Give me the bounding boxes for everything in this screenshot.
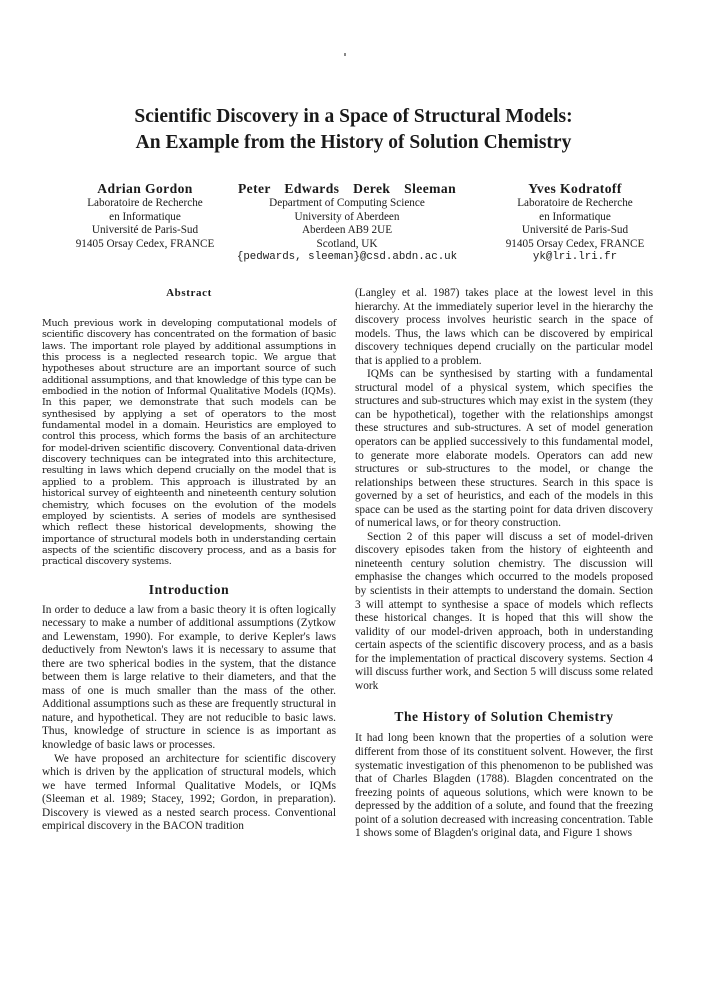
title-line-2: An Example from the History of Solution Chemistry <box>135 132 572 153</box>
abstract-text: Much previous work in developing computational models of scientific discovery has concentrated on the formation of basic laws. The important role played by additional assumptions in this process is a neglected research topic. We argue that hypotheses about structure are an important source of such additional assumptions, and that knowledge of this type can be embodied in the notion of Informal Qualitative Models (IQMs). In this paper, we demonstrate that such models can be synthesised by applying a set of operators to the most fundamental model in a domain. Heuristics are employed to control this process, which forms the basis of an architecture for model-driven scientific discovery. Conventional data-driven discovery techniques can be integrated into this architecture, resulting in laws which depend crucially on the model that is applied to a problem. This approach is illustrated by an historical survey of eighteenth and nineteenth century solution chemistry, which focuses on the evolution of the models employed by scientists. A series of models are synthesised which reflect these historical developments, showing the importance of structural models both in understanding certain aspects of the scientific discovery process, and as a basis for practical discovery systems. <box>42 318 336 568</box>
affiliation-line: University of Aberdeen <box>294 210 400 223</box>
right-column <box>355 287 653 841</box>
intro-paragraph-2-cont: (Langley et al. 1987) takes place at the lowest level in this hierarchy. At the immediately superior level in the hierarchy the discovery process involves heuristic search in the space of models. Thus, the laws which can be discovered by empirical discovery techniques depend crucially on the particular model that is applied to a problem. <box>355 287 653 367</box>
affiliation-line: Université de Paris-Sud <box>521 224 629 237</box>
intro-paragraph-1: In order to deduce a law from a basic theory it is often logically necessary to make a number of additional assumptions (Zytkow and Lewenstam, 1990). For example, to derive Kepler's laws deductively from Newton's laws it is necessary to assume that there are two spherical bodies in the system, that the distance between them is large relative to their diameters, and that the mass of one is much smaller than the mass of the other. Additional assumptions such as these are frequently structural in nature, and hypothetical. They are not reducible to basic laws. Thus, knowledge of structure in science is as important as knowledge of basic laws or processes. <box>42 603 336 752</box>
author-edwards-sleeman <box>212 180 482 265</box>
intro-paragraph-4: Section 2 of this paper will discuss a set of model-driven discovery episodes taken from the history of eighteenth and nineteenth century solution chemistry. The discussion will emphasise the changes which occurred to the models proposed by scientists in their attempts to understand the domain. Section 3 will attempt to synthesise a space of models which reflects these historical changes. It is hoped that this will show the validity of our model-driven approach, both in understanding certain aspects of the scientific discovery process, and as a basis for the implementation of practical discovery systems. Section 4 will discuss further work, and Section 5 will discuss some related work <box>355 530 653 692</box>
author-names: Peter Edwards Derek Sleeman <box>237 181 457 196</box>
author-kodratoff <box>478 180 672 265</box>
scan-speck <box>344 53 346 56</box>
history-paragraph-1: It had long been known that the properties of a solution were different from those of its constituent solvent. However, the first systematic investigation of this phenomenon to be published was that of Charles Blagden (1788). Blagden concentrated on the freezing points of aqueous solutions, which were known to be depressed by the addition of a solute, and found that the freezing point of a solution decreased with increasing concentration. Table 1 shows some of Blagden's original data, and Figure 1 shows <box>355 732 653 840</box>
affiliation-line: Université de Paris-Sud <box>91 224 199 237</box>
affiliation-line: en Informatique <box>109 210 181 223</box>
introduction-heading: Introduction <box>148 581 230 597</box>
author-name: Yves Kodratoff <box>528 181 622 196</box>
affiliation-line: Laboratoire de Recherche <box>517 197 633 209</box>
intro-paragraph-3: IQMs can be synthesised by starting with a fundamental structural model of a physical system, which specifies the structures and sub-structures which may exist in the system (they can be hypothetical), together with the relationships amongst these structures and sub-structures. A set of model generation operators can be applied successively to this fundamental model, to generate more elaborate models. Operators can add new structures or sub-structures to the model, or change the relationships between these structures. Search in this space is governed by a set of heuristics, and each of the models in this space can be used as the starting point for data driven discovery of numerical laws, or for theory construction. <box>355 368 653 530</box>
affiliation-line: Laboratoire de Recherche <box>87 197 203 209</box>
abstract-heading: Abstract <box>166 287 212 299</box>
intro-paragraph-2: We have proposed an architecture for scientific discovery which is driven by the application of structural models, which we have termed Informal Qualitative Models, or IQMs (Sleeman et al. 1989; Stacey, 1992; Gordon, in preparation). Discovery is viewed as a nested search process. Conventional empirical discovery in the BACON tradition <box>42 752 336 833</box>
author-email: {pedwards, sleeman}@csd.abdn.ac.uk <box>236 251 458 264</box>
affiliation-line: 91405 Orsay Cedex, FRANCE <box>505 237 645 250</box>
affiliation-line: 91405 Orsay Cedex, FRANCE <box>75 237 215 250</box>
affiliation-line: Scotland, UK <box>316 237 378 250</box>
history-heading: The History of Solution Chemistry <box>394 709 614 725</box>
paper-title <box>0 104 707 156</box>
author-email: yk@lri.lri.fr <box>532 251 618 264</box>
left-column <box>42 287 336 834</box>
affiliation-line: Department of Computing Science <box>269 197 425 209</box>
author-name: Adrian Gordon <box>97 181 193 196</box>
affiliation-line: en Informatique <box>539 210 611 223</box>
affiliation-line: Aberdeen AB9 2UE <box>301 224 393 237</box>
title-line-1: Scientific Discovery in a Space of Structural Models: <box>134 106 573 127</box>
